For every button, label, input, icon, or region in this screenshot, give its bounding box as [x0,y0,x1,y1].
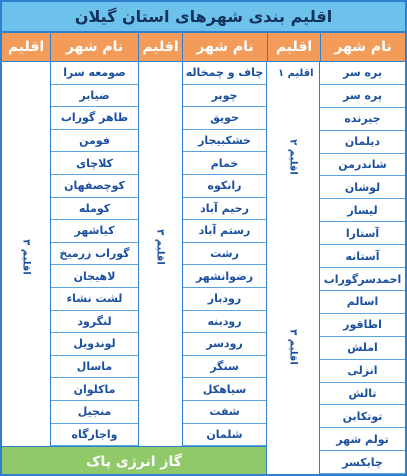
city-cell: واجارگاه [51,424,138,447]
city-cell: ضیابر [51,85,138,108]
city-cell: لوندویل [51,333,138,356]
city-cell: آستارا [320,222,405,245]
city-cell: ماکلوان [51,378,138,401]
city-cell: پره سر [320,85,405,108]
city-cell: رودسر [183,333,266,356]
header-climate-3: اقلیم [2,33,50,62]
climate-label-1: اقلیم ۱ [278,68,314,79]
city-cell: منجیل [51,401,138,424]
city-cell: تولم شهر [320,428,405,451]
city-cell: انزلی [320,360,405,383]
separator [138,62,139,446]
city-cell: صومعه سرا [51,62,138,85]
city-cell: رحیم آباد [183,198,266,221]
city-cell: شلمان [183,424,266,447]
city-cell: حویق [183,107,266,130]
header-climate-1: اقلیم [267,33,320,62]
city-cell: خمام [183,152,266,175]
header-climate-2: اقلیم [138,33,182,62]
city-cell: گوراب زرمیخ [51,243,138,266]
table-title: اقلیم بندی شهرهای استان گیلان [2,2,405,33]
city-cell: بره سر [320,62,405,85]
city-cell: کوچصفهان [51,175,138,198]
footer-banner: گاز انرژی پاک [2,446,267,476]
city-cell: ماسال [51,356,138,379]
city-cell: خشکبیجار [183,130,266,153]
climate-label-col2: اقلیم ۳ [154,229,166,265]
city-cell: سنگر [183,356,266,379]
city-cell: کومله [51,198,138,221]
city-cell: رانکوه [183,175,266,198]
city-cell: رضوانشهر [183,265,266,288]
city-cell: چابکسر [320,451,405,474]
city-cell: احمدسرگوراب [320,268,405,291]
city-cell: رودبنه [183,311,266,334]
city-cell: املش [320,337,405,360]
city-cell: لنگرود [51,311,138,334]
climate-label-3: اقلیم ۳ [287,329,299,365]
city-cell: چوبر [183,85,266,108]
city-cell: تالش [320,383,405,406]
city-cell: اطاقور [320,314,405,337]
city-cell: دیلمان [320,131,405,154]
city-cell: لوشان [320,177,405,200]
city-cell: شاندرمن [320,154,405,177]
city-cell: کیاشهر [51,220,138,243]
header-city-3: نام شهر [50,33,138,62]
climate-label-2: اقلیم ۲ [287,139,299,175]
city-cell: رودبار [183,288,266,311]
city-cell: اسالم [320,291,405,314]
city-cell: توتکابن [320,406,405,429]
city-cell: چاف و چمخاله [183,62,266,85]
climate-label-col3: اقلیم ۳ [20,239,32,275]
separator [266,62,267,446]
city-cell: سیاهکل [183,378,266,401]
city-cell: آستانه [320,245,405,268]
city-cell: لشت نشاء [51,288,138,311]
city-cell: لاهیجان [51,265,138,288]
city-cell: لیسار [320,199,405,222]
city-cell: شفت [183,401,266,424]
city-cell: رشت [183,243,266,266]
city-cell: فومن [51,130,138,153]
header-city-2: نام شهر [182,33,267,62]
header-city-1: نام شهر [320,33,405,62]
city-cell: کلاچای [51,152,138,175]
city-cell: جیرنده [320,108,405,131]
city-cell: طاهر گوراب [51,107,138,130]
city-cell: رستم آباد [183,220,266,243]
